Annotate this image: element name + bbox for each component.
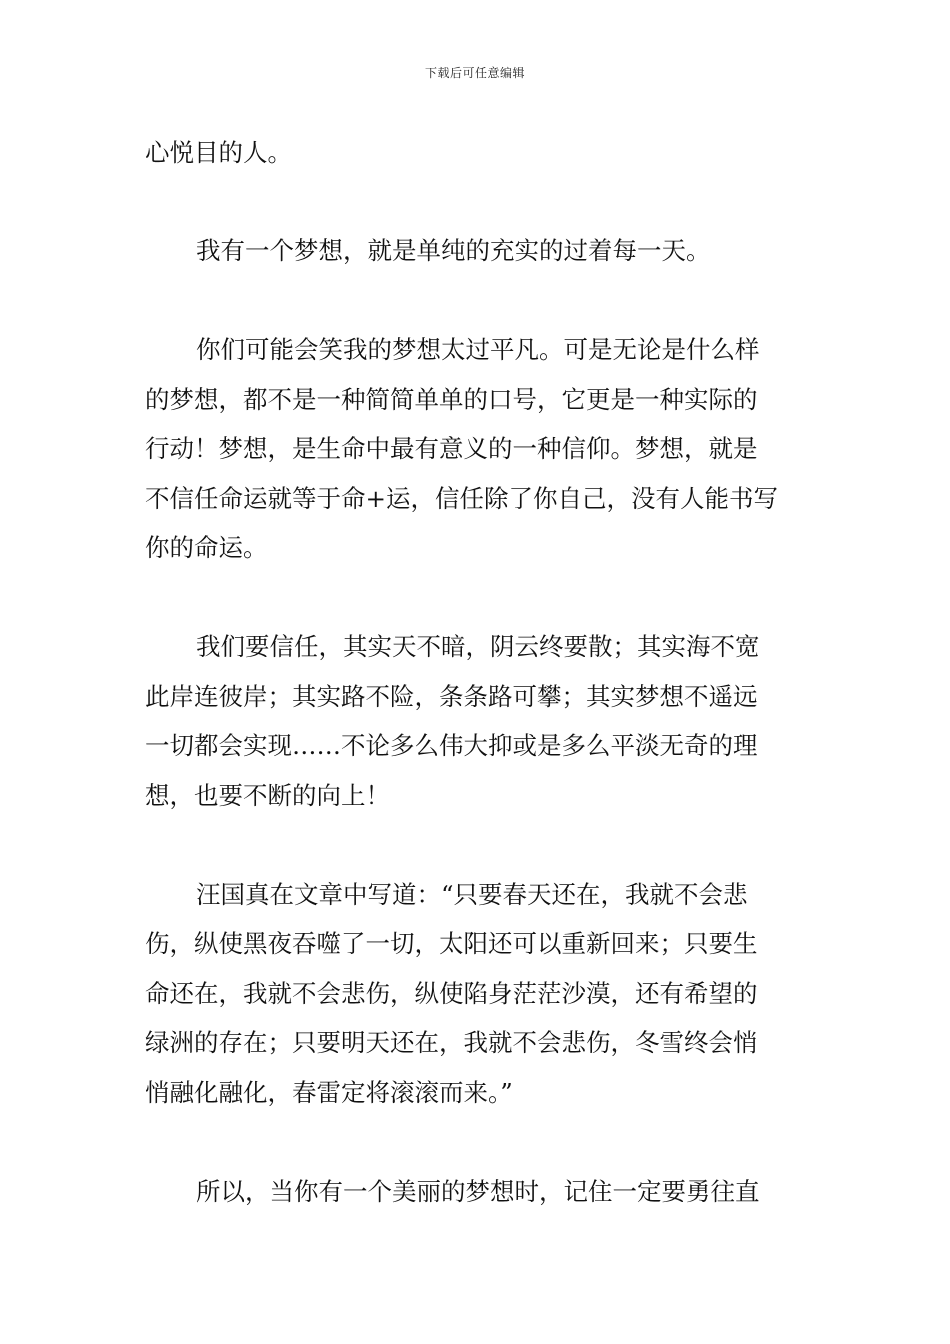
- paragraph-line: 此岸连彼岸；其实路不险，条条路可攀；其实梦想不遥远: [145, 682, 758, 711]
- paragraph-line: 汪国真在文章中写道：“只要春天还在，我就不会悲: [196, 880, 748, 909]
- paragraph-line: 悄融化融化，春雷定将滚滚而来。”: [145, 1078, 513, 1107]
- paragraph-line: 你的命运。: [145, 533, 268, 562]
- paragraph-line: 的梦想，都不是一种简简单单的口号，它更是一种实际的: [145, 385, 758, 414]
- paragraph-line: 我们要信任，其实天不暗，阴云终要散；其实海不宽: [196, 632, 760, 661]
- paragraph-line: 我有一个梦想，就是单纯的充实的过着每一天。: [196, 236, 711, 265]
- paragraph-line: 绿洲的存在；只要明天还在，我就不会悲伤，冬雪终会悄: [145, 1028, 758, 1057]
- paragraph-line: 想，也要不断的向上！: [145, 781, 390, 810]
- paragraph-line: 行动！梦想，是生命中最有意义的一种信仰。梦想，就是: [145, 434, 758, 463]
- paragraph-line: 命还在，我就不会悲伤，纵使陷身茫茫沙漠，还有希望的: [145, 979, 758, 1008]
- paragraph-line: 不信任命运就等于命+运，信任除了你自己，没有人能书写: [145, 484, 779, 513]
- paragraph-line: 伤，纵使黑夜吞噬了一切，太阳还可以重新回来；只要生: [145, 929, 758, 958]
- page-header: 下载后可任意编辑: [424, 66, 525, 80]
- paragraph-line: 心悦目的人。: [145, 138, 292, 167]
- paragraph-line: 一切都会实现……不论多么伟大抑或是多么平淡无奇的理: [145, 731, 758, 760]
- paragraph-line: 所以，当你有一个美丽的梦想时，记住一定要勇往直: [196, 1177, 760, 1206]
- paragraph-line: 你们可能会笑我的梦想太过平凡。可是无论是什么样: [196, 335, 760, 364]
